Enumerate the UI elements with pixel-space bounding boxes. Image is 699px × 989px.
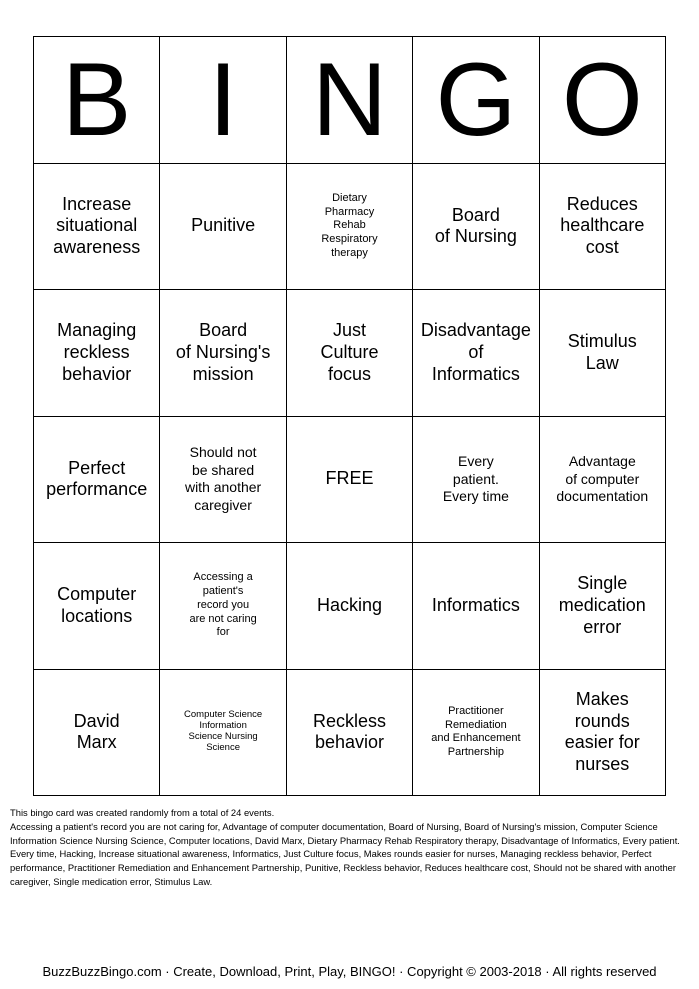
bingo-cell: Makes rounds easier for nurses — [540, 670, 666, 797]
bingo-cell: Board of Nursing — [413, 164, 539, 291]
bingo-cell: Computer Science Information Science Nursing Science — [160, 670, 286, 797]
event-count-summary: This bingo card was created randomly from a total of 24 events. — [10, 807, 275, 818]
bingo-cell: Reckless behavior — [287, 670, 413, 797]
header-letter-g: G — [413, 37, 539, 164]
bingo-cell: Perfect performance — [34, 417, 160, 544]
bingo-cell: Stimulus Law — [540, 290, 666, 417]
event-list: Accessing a patient's record you are not caring for, Advantage of computer documentation, Board of Nursing, Board of Nursing's mission, Computer Science Information Science Nursing Science, Computer locations, David Marx, Dietary Pharmacy Rehab Respiratory therapy, Disadvantage of Informatics, Every patient. Every time, Hacking, Increase situational awareness, Informatics, Just Culture focus, Makes rounds easier for nurses, Managing reckless behavior, Perfect performance, Practitioner Remediation and Enhancement Partnership, Punitive, Reckless behavior, Reduces healthcare cost, Should not be shared with another caregiver, Single medication error, Stimulus Law. — [10, 820, 680, 888]
header-letter-i: I — [160, 37, 286, 164]
bingo-cell: Just Culture focus — [287, 290, 413, 417]
bingo-cell: Accessing a patient's record you are not caring for — [160, 543, 286, 670]
header-letter-n: N — [287, 37, 413, 164]
header-letter-o: O — [540, 37, 666, 164]
bingo-cell: Punitive — [160, 164, 286, 291]
copyright-credit: BuzzBuzzBingo.com · Create, Download, Print, Play, BINGO! · Copyright © 2003-2018 · All rights reserved — [42, 964, 657, 979]
card-description — [10, 806, 690, 889]
bingo-cell: Informatics — [413, 543, 539, 670]
header-letter-b: B — [34, 37, 160, 164]
bingo-cell: Hacking — [287, 543, 413, 670]
bingo-cell: Dietary Pharmacy Rehab Respiratory therapy — [287, 164, 413, 291]
bingo-cell: Should not be shared with another caregiver — [160, 417, 286, 544]
bingo-cell: Single medication error — [540, 543, 666, 670]
bingo-cell: Reduces healthcare cost — [540, 164, 666, 291]
bingo-cell: Disadvantage of Informatics — [413, 290, 539, 417]
bingo-cell: Practitioner Remediation and Enhancement Partnership — [413, 670, 539, 797]
bingo-cell: Advantage of computer documentation — [540, 417, 666, 544]
bingo-card — [33, 36, 666, 796]
free-space-cell: FREE — [287, 417, 413, 544]
bingo-cell: Computer locations — [34, 543, 160, 670]
bingo-cell: David Marx — [34, 670, 160, 797]
bingo-cell: Increase situational awareness — [34, 164, 160, 291]
bingo-cell: Every patient. Every time — [413, 417, 539, 544]
bingo-cell: Managing reckless behavior — [34, 290, 160, 417]
bingo-cell: Board of Nursing's mission — [160, 290, 286, 417]
